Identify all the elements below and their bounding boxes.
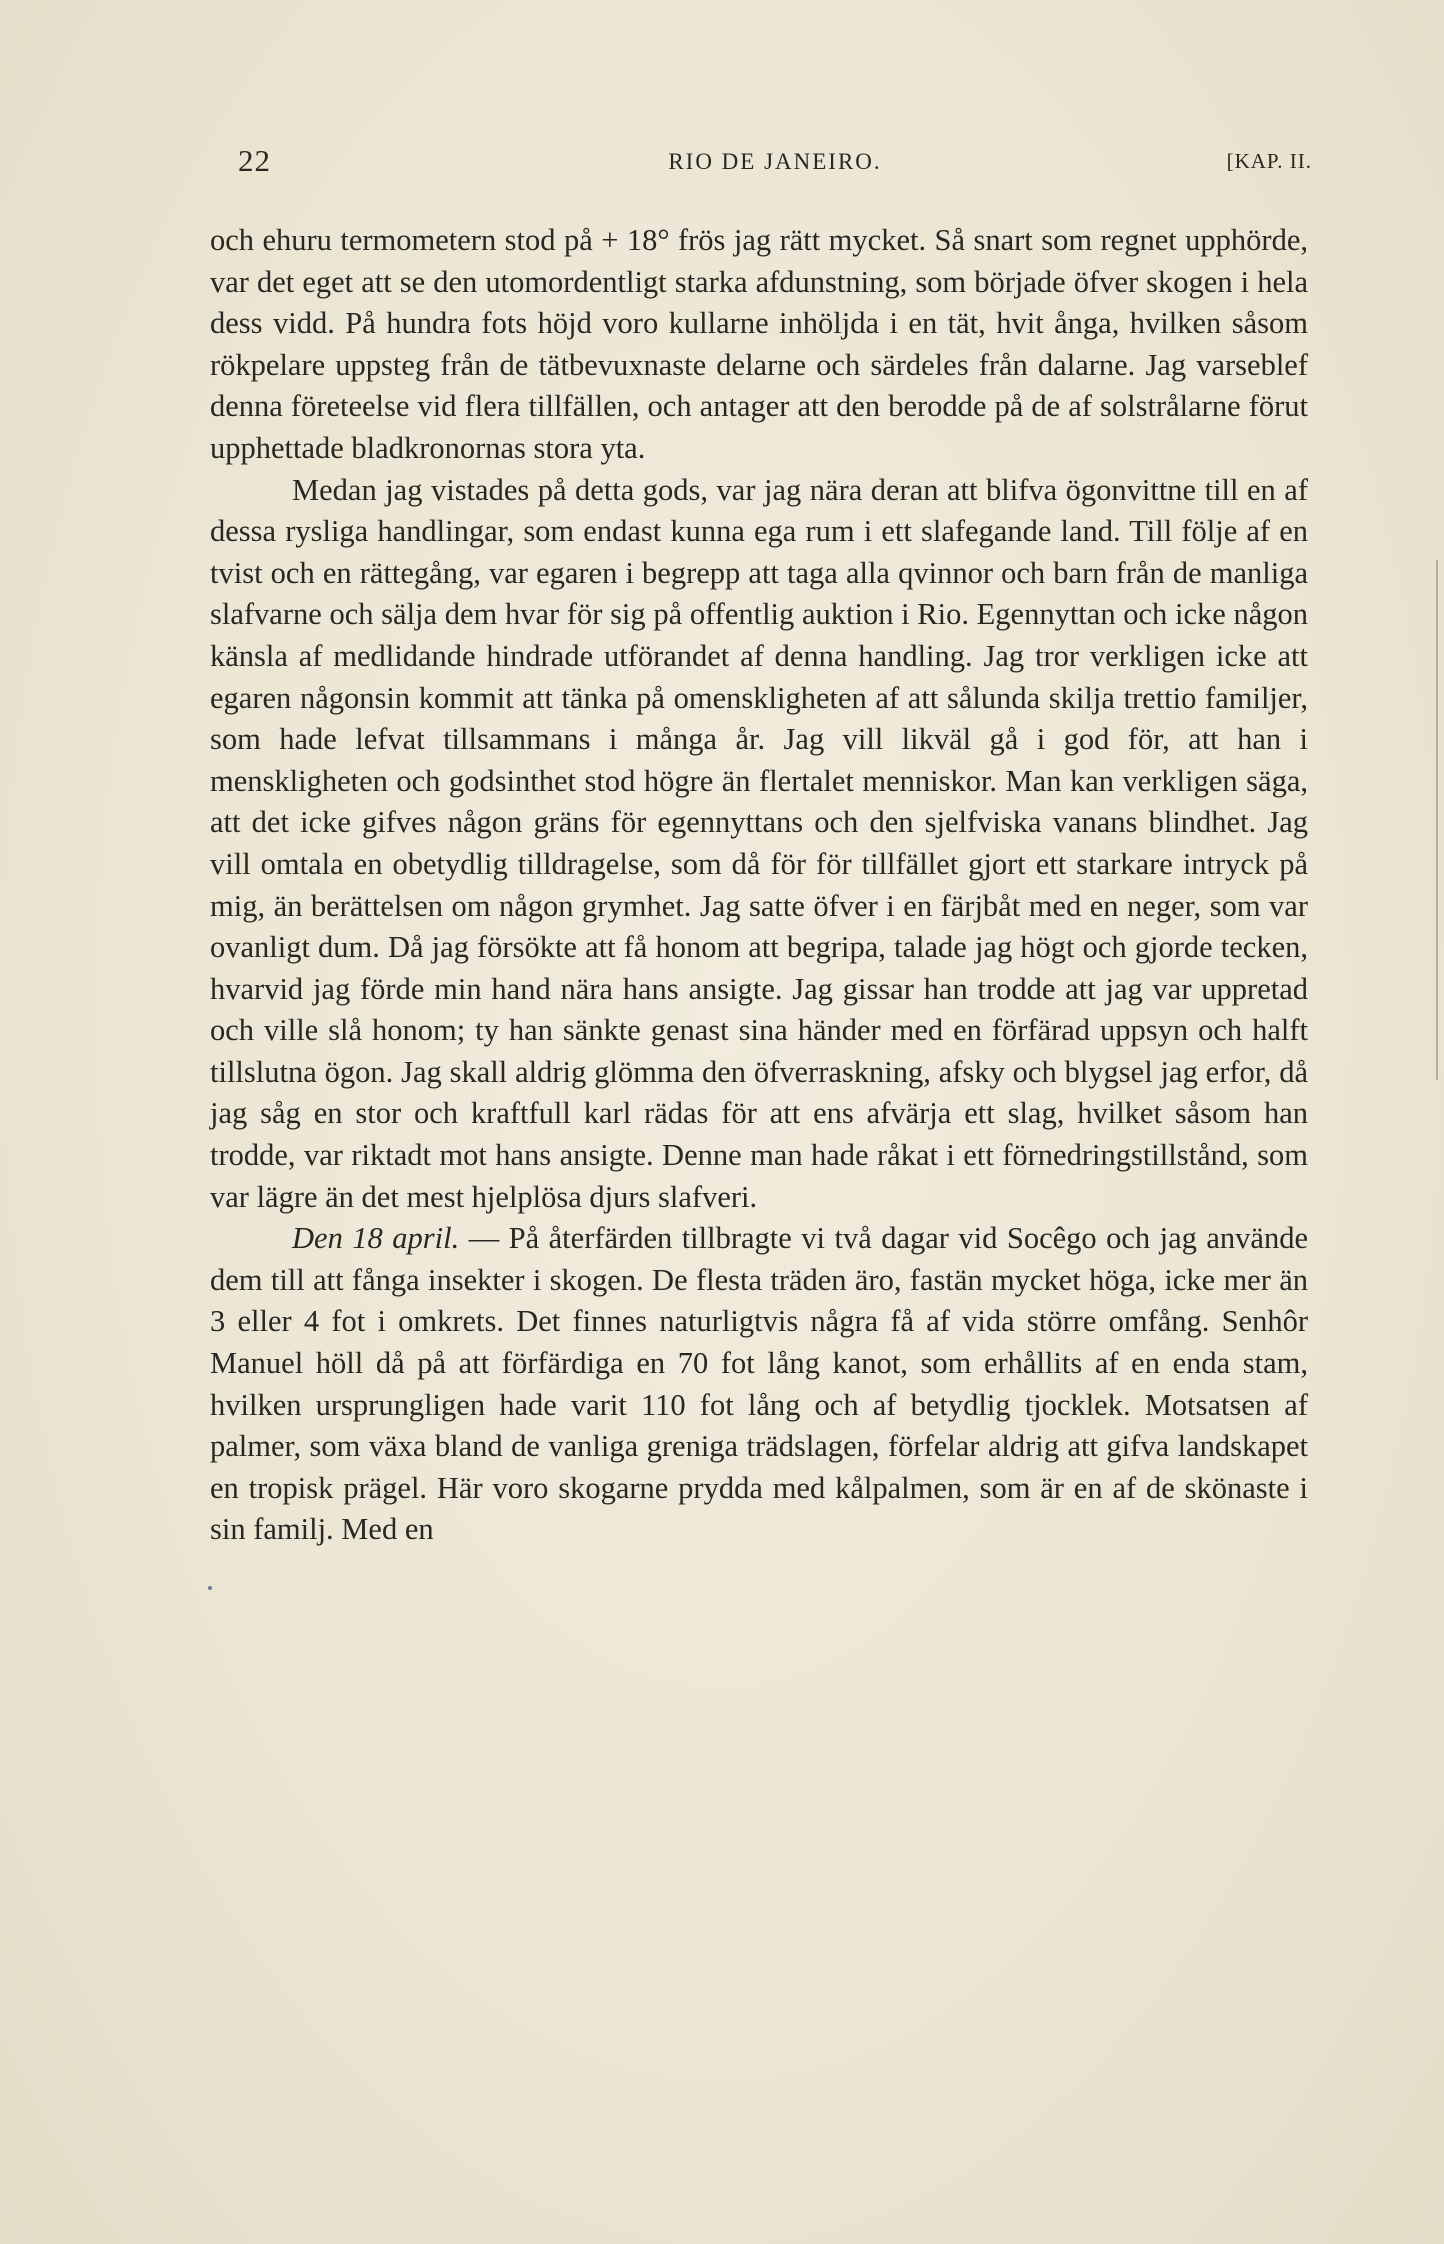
date-heading: Den 18 april. xyxy=(292,1221,460,1256)
paragraph-text: — På återfärden tillbragte vi två dagar vid Socêgo och jag använde dem till att fånga insekter i skogen. De flesta träden äro, fastän mycket höga, icke mer än 3 eller 4 fot i omkrets. Det finnes naturligtvis några få af vida större omfång. Senhôr Manuel höll då på att förfärdiga en 70 fot lång kanot, som erhållits af en enda stam, hvilken ursprungligen hade varit 110 fot lång och af betydlig tjocklek. Motsatsen af palmer, som växa bland de vanliga greniga trädslagen, förfelar aldrig att gifva landskapet en tropisk prägel. Här voro skogarne prydda med kålpalmen, som är en af de skönaste i sin familj. Med en xyxy=(210,1221,1308,1547)
paragraph: Medan jag vistades på detta gods, var jag nära deran att blifva ögonvittne till en af dessa rysliga handlingar, som endast kunna ega rum i ett slafegande land. Till följe af en tvist och en rättegång, var egaren i begrepp att taga alla qvinnor och barn från de manliga slafvarne och sälja dem hvar för sig på offentlig auktion i Rio. Egennyttan och icke någon känsla af medlidande hindrade utförandet af denna handling. Jag tror verkligen icke att egaren någonsin kommit att tänka på omenskligheten af att sålunda skilja trettio familjer, som hade lefvat tillsammans i många år. Jag vill likväl gå i god för, att han i menskligheten och godsinthet stod högre än flertalet menniskor. Man kan verkligen säga, att det icke gifves någon gräns för egennyttans och den sjelfviska vanans blindhet. Jag vill omtala en obetydlig tilldragelse, som då för för tillfället gjort ett starkare intryck på mig, än berättelsen om någon grymhet. Jag satte öfver i en färjbåt med en neger, som var ovanligt dum. Då jag försökte att få honom att begripa, talade jag högt och gjorde tecken, hvarvid jag förde min hand nära hans ansigte. Jag gissar han trodde att jag var uppretad och ville slå honom; ty han sänkte genast sina händer med en förfärad uppsyn och halft tillslutna ögon. Jag skall aldrig glömma den öfverraskning, afsky och blygsel jag erfor, då jag såg en stor och kraftfull karl rädas för att ens afvärja ett slag, hvilket såsom han trodde, var riktadt mot hans ansigte. Denne man hade råkat i ett förnedringstillstånd, som var lägre än det mest hjelplösa djurs slafveri. xyxy=(210,472,1308,1214)
paragraph: och ehuru termometern stod på + 18° frös jag rätt mycket. Så snart som regnet upphörde, var det eget att se den utomordentligt starka afdunstning, som började öfver skogen i hela dess vidd. På hundra fots höjd voro kullarne inhöljda i en tät, hvit ånga, hvilken såsom rökpelare uppsteg från de tätbevuxnaste delarne och särdeles från dalarne. Jag varseblef denna företeelse vid flera tillfällen, och antager att den berodde på de af solstrålarne förut upphettade bladkronornas stora yta. xyxy=(210,223,1308,465)
running-head xyxy=(238,143,1312,183)
page-edge-shadow xyxy=(1436,560,1438,1080)
page-number: 22 xyxy=(238,143,271,178)
scan-speck xyxy=(208,1586,212,1590)
running-title: RIO DE JANEIRO. xyxy=(668,149,882,174)
paragraph xyxy=(210,1218,1308,1551)
chapter-label: [KAP. II. xyxy=(1226,149,1312,173)
body-text xyxy=(210,220,1308,1551)
